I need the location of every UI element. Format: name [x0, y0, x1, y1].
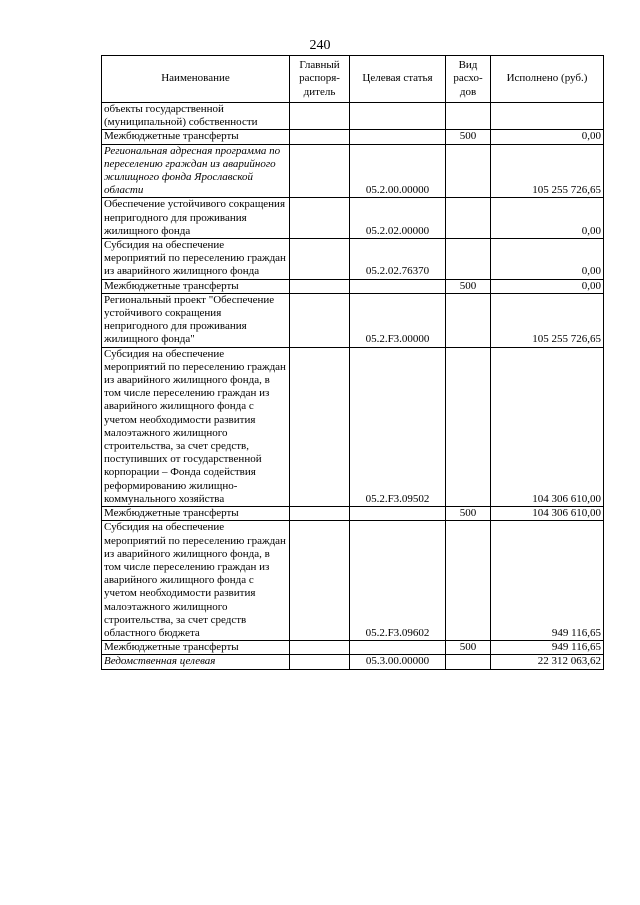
row-expense-type-cell — [446, 293, 491, 347]
table-body — [102, 103, 604, 670]
header-name: Наименование — [102, 56, 290, 103]
row-target-article-cell: 05.2.02.00000 — [350, 198, 446, 239]
row-amount-cell: 0,00 — [491, 130, 604, 144]
table-row — [102, 293, 604, 347]
table-row — [102, 103, 604, 130]
row-expense-type-cell — [446, 103, 491, 130]
row-target-article-cell — [350, 507, 446, 521]
row-target-article-cell: 05.2.02.76370 — [350, 239, 446, 280]
row-amount-cell: 0,00 — [491, 239, 604, 280]
row-amount-cell: 949 116,65 — [491, 641, 604, 655]
header-expense-type: Вид расхо-дов — [446, 56, 491, 103]
row-amount-cell: 0,00 — [491, 198, 604, 239]
row-name-cell: Региональный проект "Обеспечение устойчивого сокращения непригодного для проживания жилищного фонда" — [102, 293, 290, 347]
row-admin-cell — [290, 198, 350, 239]
row-amount-cell: 22 312 063,62 — [491, 655, 604, 669]
row-admin-cell — [290, 144, 350, 198]
table-row — [102, 347, 604, 506]
header-chief-administrator: Главный распоря-дитель — [290, 56, 350, 103]
row-expense-type-cell: 500 — [446, 130, 491, 144]
row-name-cell: Межбюджетные трансферты — [102, 507, 290, 521]
row-admin-cell — [290, 103, 350, 130]
row-name-cell: Межбюджетные трансферты — [102, 279, 290, 293]
row-target-article-cell: 05.2.F3.09502 — [350, 347, 446, 506]
table-row — [102, 521, 604, 641]
row-name-cell: Ведомственная целевая — [102, 655, 290, 669]
row-amount-cell: 104 306 610,00 — [491, 507, 604, 521]
table-row — [102, 641, 604, 655]
row-name-cell: Обеспечение устойчивого сокращения непригодного для проживания жилищного фонда — [102, 198, 290, 239]
row-admin-cell — [290, 521, 350, 641]
row-expense-type-cell: 500 — [446, 507, 491, 521]
row-expense-type-cell — [446, 655, 491, 669]
row-target-article-cell: 05.3.00.00000 — [350, 655, 446, 669]
row-target-article-cell: 05.2.00.00000 — [350, 144, 446, 198]
row-amount-cell: 0,00 — [491, 279, 604, 293]
row-name-cell: Региональная адресная программа по переселению граждан из аварийного жилищного фонда Ярославской области — [102, 144, 290, 198]
table-row — [102, 239, 604, 280]
row-amount-cell: 949 116,65 — [491, 521, 604, 641]
row-expense-type-cell: 500 — [446, 641, 491, 655]
table-row — [102, 507, 604, 521]
table-row — [102, 130, 604, 144]
row-amount-cell — [491, 103, 604, 130]
row-target-article-cell — [350, 103, 446, 130]
budget-execution-table — [101, 55, 604, 670]
page-number: 240 — [309, 38, 331, 53]
row-name-cell: Межбюджетные трансферты — [102, 130, 290, 144]
row-expense-type-cell: 500 — [446, 279, 491, 293]
row-target-article-cell — [350, 130, 446, 144]
table-row — [102, 144, 604, 198]
row-admin-cell — [290, 239, 350, 280]
row-admin-cell — [290, 279, 350, 293]
row-admin-cell — [290, 130, 350, 144]
table-header-row — [102, 56, 604, 103]
row-name-cell: Межбюджетные трансферты — [102, 641, 290, 655]
row-admin-cell — [290, 347, 350, 506]
row-name-cell: Субсидия на обеспечение мероприятий по переселению граждан из аварийного жилищного фонда, в том числе переселению граждан из аварийного жилищного фонда с учетом необходимости развития малоэтажного жилищного строительства, за счет средств, поступивших от государственной корпорации – Фонда содействия реформированию жилищно-коммунального хозяйства — [102, 347, 290, 506]
row-admin-cell — [290, 641, 350, 655]
row-amount-cell: 105 255 726,65 — [491, 144, 604, 198]
header-executed-amount: Исполнено (руб.) — [491, 56, 604, 103]
table-row — [102, 279, 604, 293]
row-admin-cell — [290, 655, 350, 669]
row-target-article-cell — [350, 641, 446, 655]
row-amount-cell: 104 306 610,00 — [491, 347, 604, 506]
row-admin-cell — [290, 293, 350, 347]
row-admin-cell — [290, 507, 350, 521]
table-row — [102, 655, 604, 669]
row-target-article-cell: 05.2.F3.00000 — [350, 293, 446, 347]
row-amount-cell: 105 255 726,65 — [491, 293, 604, 347]
row-expense-type-cell — [446, 239, 491, 280]
table-row — [102, 198, 604, 239]
row-expense-type-cell — [446, 521, 491, 641]
row-expense-type-cell — [446, 198, 491, 239]
row-target-article-cell: 05.2.F3.09602 — [350, 521, 446, 641]
row-expense-type-cell — [446, 347, 491, 506]
row-expense-type-cell — [446, 144, 491, 198]
header-target-article: Целевая статья — [350, 56, 446, 103]
row-name-cell: Субсидия на обеспечение мероприятий по переселению граждан из аварийного жилищного фонда, в том числе переселению граждан из аварийного жилищного фонда с учетом необходимости развития малоэтажного жилищного строительства, за счет средств областного бюджета — [102, 521, 290, 641]
row-name-cell: объекты государственной (муниципальной) собственности — [102, 103, 290, 130]
row-target-article-cell — [350, 279, 446, 293]
row-name-cell: Субсидия на обеспечение мероприятий по переселению граждан из аварийного жилищного фонда — [102, 239, 290, 280]
